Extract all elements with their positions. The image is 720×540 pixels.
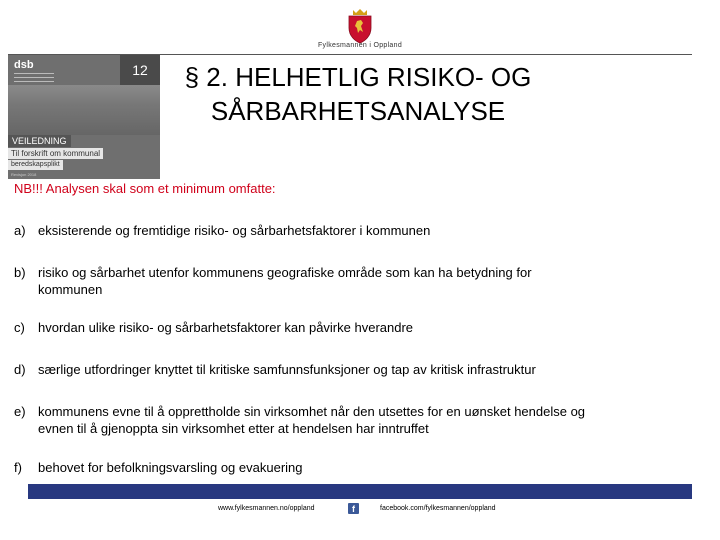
coat-of-arms-icon — [345, 8, 375, 44]
list-item-label: e) — [14, 404, 26, 419]
cover-thumbnail — [8, 55, 160, 179]
list-item-label: a) — [14, 223, 26, 238]
slide-title-line2: SÅRBARHETSANALYSE — [210, 96, 506, 126]
dsb-logo: dsb — [14, 59, 34, 71]
cover-date: Revisjon 2018 — [11, 172, 37, 177]
list-item-text: kommunens evne til å opprettholde sin virksomhet når den utsettes for en uønsket hendelse og — [38, 404, 586, 419]
footer-website-link[interactable]: www.fylkesmannen.no/oppland — [218, 505, 315, 512]
cover-subtitle-line2: beredskapsplikt — [8, 160, 63, 170]
list-item — [14, 264, 704, 298]
list-item — [14, 459, 704, 476]
list-item-label: f) — [14, 460, 22, 475]
org-name: Fylkesmannen i Oppland — [317, 42, 403, 49]
slide-title-line1: § 2. HELHETLIG RISIKO- OG — [184, 62, 532, 92]
cover-subtitle-line1: Til forskrift om kommunal — [8, 148, 103, 159]
nb-notice: NB!!! Analysen skal som et minimum omfatte: — [14, 181, 276, 196]
cover-number: 12 — [120, 55, 160, 85]
dsb-logo-subtext — [14, 73, 54, 85]
cover-veileder-label: VEILEDNING — [8, 135, 71, 147]
list-item-text: behovet for befolkningsvarsling og evakuering — [38, 460, 303, 475]
list-item-label: b) — [14, 265, 26, 280]
facebook-icon: f — [348, 503, 359, 514]
list-item — [14, 361, 704, 378]
footer-facebook-link[interactable]: facebook.com/fylkesmannen/oppland — [380, 505, 496, 512]
list-item — [14, 403, 704, 437]
list-item-text-cont: kommunen — [38, 282, 103, 297]
list-item-text: hvordan ulike risiko- og sårbarhetsfaktorer kan påvirke hverandre — [38, 320, 414, 335]
list-item-text: eksisterende og fremtidige risiko- og sårbarhetsfaktorer i kommunen — [38, 223, 431, 238]
slide-title — [168, 60, 548, 128]
list-item — [14, 319, 704, 336]
list-item-text-cont: evnen til å gjenoppta sin virksomhet etter at hendelsen har inntruffet — [38, 421, 429, 436]
list-item-label: d) — [14, 362, 26, 377]
list-item — [14, 222, 704, 239]
list-item-text: risiko og sårbarhet utenfor kommunens geografiske område som kan ha betydning for — [38, 265, 532, 280]
list-item-label: c) — [14, 320, 25, 335]
cover-photo — [8, 85, 160, 135]
list-item-text: særlige utfordringer knyttet til kritiske samfunnsfunksjoner og tap av kritisk infrastruktur — [38, 362, 536, 377]
footer-bar — [28, 484, 692, 499]
